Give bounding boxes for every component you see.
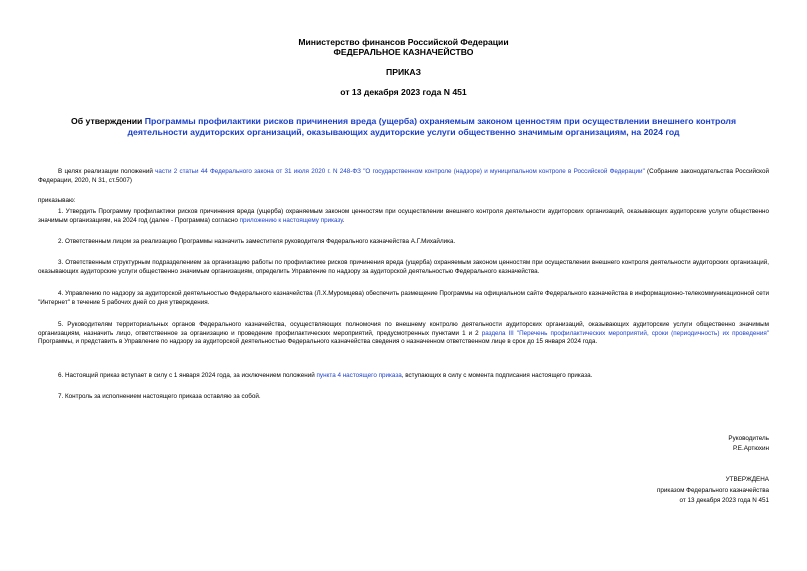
item-7-text: 7. Контроль за исполнением настоящего приказа оставляю за собой. bbox=[58, 393, 261, 400]
law-link[interactable]: части 2 статьи 44 Федерального закона от 31 июля 2020 г. N 248-ФЗ "О государственном контроле (надзоре) и муниципальном контроле в Российской Федерации" bbox=[155, 168, 645, 175]
approval-stamp: УТВЕРЖДЕНА bbox=[725, 476, 769, 483]
item-2-text: 2. Ответственным лицом за реализацию Программы назначить заместителя руководителя Федерального казначейства А.Г.Михайлика. bbox=[58, 238, 456, 245]
item-6-end: , вступающих в силу с момента подписания настоящего приказа. bbox=[401, 372, 593, 379]
item-5 bbox=[38, 321, 769, 347]
item-3 bbox=[38, 259, 769, 276]
item-4-text: 4. Управлению по надзору за аудиторской деятельностью Федерального казначейства (Л.Х.Муромцева) обеспечить размещение Программы на официальном сайте Федерального казначейства в информационно-телекоммуникационной сети "Интернет" в течение 5 рабочих дней со дня утверждения. bbox=[38, 290, 769, 306]
appendix-link[interactable]: приложению к настоящему приказу bbox=[239, 216, 343, 224]
item-7 bbox=[38, 393, 769, 402]
doc-type: ПРИКАЗ bbox=[386, 67, 421, 77]
item-1 bbox=[38, 208, 769, 225]
preamble-text: В целях реализации положений bbox=[58, 168, 156, 175]
preamble-source: (Собрание законодательства Российской Федерации, 2020, N 31, ст.5007) bbox=[38, 168, 770, 184]
doc-title bbox=[40, 116, 767, 138]
approval-date: от 13 декабря 2023 года N 451 bbox=[679, 497, 769, 504]
item-5-text: 5. Руководителям территориальных органов Федерального казначейства, осуществляющих полномочия по внешнему контролю деятельности аудиторских организаций, оказывающих аудиторские услуги общественно значимым организациям, назначить лицо, ответственное за организацию и проведение профилактических мероприятий, предусмотренных пунктами 1 и 2 bbox=[38, 321, 769, 337]
item-2 bbox=[38, 238, 769, 247]
item-1-text: 1. Утвердить Программу профилактики рисков причинения вреда (ущерба) охраняемым законом ценностям при осуществлении внешнего контроля деятельности аудиторских организаций, оказывающих аудиторские услуги общественно значимым организациям, на 2024 год (далее - Программа) согласно bbox=[38, 208, 769, 224]
item-6-text: 6. Настоящий приказ вступает в силу с 1 января 2024 года, за исключением положений bbox=[58, 372, 317, 379]
item-5-end: Программы, и представить в Управление по надзору за аудиторской деятельностью Федерального казначейства сведения о назначенном ответственном лице в срок до 15 января 2024 года. bbox=[38, 338, 598, 346]
signature-name: Р.Е.Артюхин bbox=[733, 445, 769, 452]
item-4-link[interactable]: пункта 4 настоящего приказа bbox=[316, 372, 402, 379]
approval-by: приказом Федерального казначейства bbox=[657, 487, 769, 494]
section-iii-link[interactable]: раздела III "Перечень профилактических мероприятий, сроки (периодичность) их проведения" bbox=[481, 329, 770, 337]
doc-date-number: от 13 декабря 2023 года N 451 bbox=[340, 87, 467, 97]
title-program-link-cont[interactable]: деятельности аудиторских организаций, оказывающих аудиторские услуги общественно значимым организациям, на 2024 год bbox=[127, 127, 680, 137]
order-word: приказываю: bbox=[38, 197, 76, 204]
signature-position: Руководитель bbox=[728, 435, 769, 442]
ministry-name: Министерство финансов Российской Федерации bbox=[298, 37, 509, 47]
title-prefix: Об утверждении bbox=[70, 116, 145, 126]
agency-name: ФЕДЕРАЛЬНОЕ КАЗНАЧЕЙСТВО bbox=[333, 47, 474, 57]
title-program-link[interactable]: Программы профилактики рисков причинения вреда (ущерба) охраняемым законом ценностям при осуществлении внешнего контроля bbox=[144, 116, 737, 126]
item-6 bbox=[38, 372, 769, 381]
preamble-paragraph bbox=[38, 168, 769, 185]
item-1-end: . bbox=[342, 216, 345, 224]
item-4 bbox=[38, 290, 769, 307]
item-3-text: 3. Ответственным структурным подразделением за организацию работы по профилактике рисков причинения вреда (ущерба) охраняемым законом ценностям при осуществлении внешнего контроля деятельности аудиторских организаций, оказывающих аудиторские услуги общественно значимым организациям, определить Управление по надзору за аудиторской деятельностью Федерального казначейства. bbox=[38, 259, 769, 275]
